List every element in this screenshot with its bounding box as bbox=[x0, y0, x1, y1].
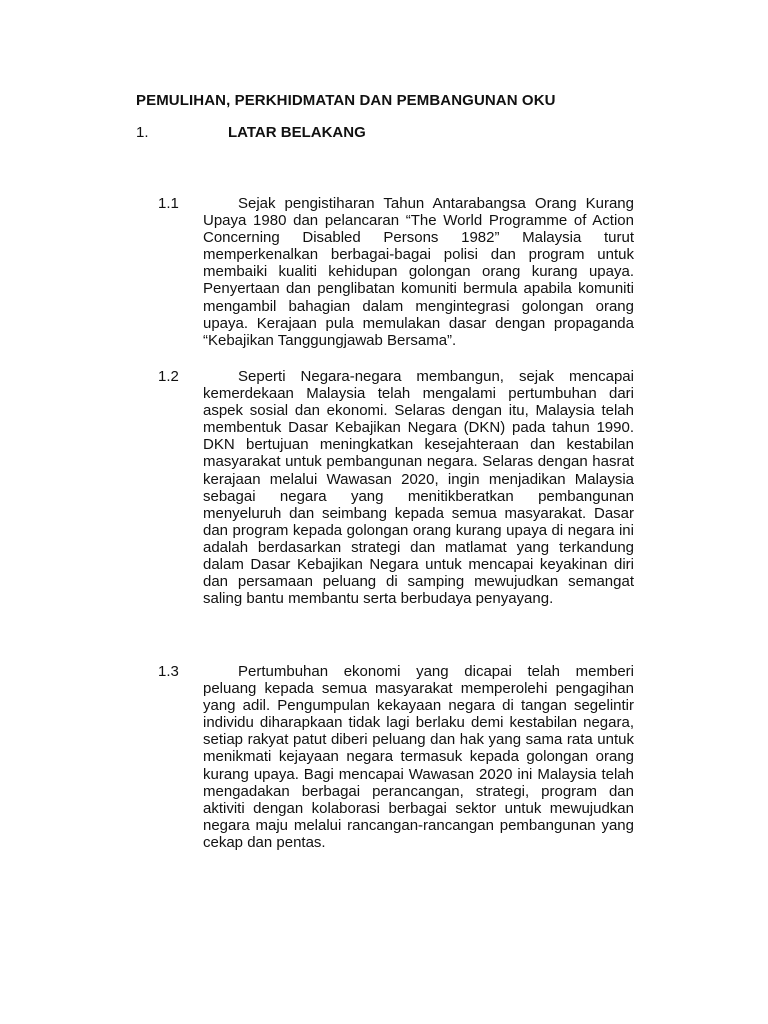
paragraph-number: 1.3 bbox=[158, 663, 179, 680]
paragraph-1-3 bbox=[158, 663, 634, 851]
document-title: PEMULIHAN, PERKHIDMATAN DAN PEMBANGUNAN OKU bbox=[136, 92, 556, 109]
section-number: 1. bbox=[136, 124, 149, 141]
paragraph-number: 1.1 bbox=[158, 195, 179, 212]
paragraph-text: Pertumbuhan ekonomi yang dicapai telah memberi peluang kepada semua masyarakat memperolehi pengagihan yang adil. Pengumpulan kekayaan negara di tangan segelintir individu diharapkaan tidak lagi berlaku demi kestabilan negara, setiap rakyat patut diberi peluang dan hak yang sama rata untuk menikmati kejayaan negara termasuk kepada golongan orang kurang upaya. Bagi mencapai Wawasan 2020 ini Malaysia telah mengadakan berbagai perancangan, strategi, program dan aktiviti dengan kolaborasi berbagai sektor untuk mewujudkan negara maju melalui rancangan-rancangan pembangunan yang cekap dan pentas. bbox=[203, 663, 634, 851]
paragraph-1-1 bbox=[158, 195, 634, 349]
paragraph-1-2 bbox=[158, 368, 634, 607]
paragraph-text: Sejak pengistiharan Tahun Antarabangsa Orang Kurang Upaya 1980 dan pelancaran “The World Programme of Action Concerning Disabled Persons 1982” Malaysia turut memperkenalkan berbagai-bagai polisi dan program untuk membaiki kualiti kehidupan golongan orang kurang upaya. Penyertaan dan penglibatan komuniti bermula apabila komuniti mengambil bahagian dalam mengintegrasi golongan orang upaya. Kerajaan pula memulakan dasar dengan propaganda “Kebajikan Tanggungjawab Bersama”. bbox=[203, 195, 634, 349]
paragraph-number: 1.2 bbox=[158, 368, 179, 385]
section-title: LATAR BELAKANG bbox=[228, 124, 366, 141]
paragraph-text: Seperti Negara-negara membangun, sejak mencapai kemerdekaan Malaysia telah mengalami pertumbuhan dari aspek sosial dan ekonomi. Selaras dengan itu, Malaysia telah membentuk Dasar Kebajikan Negara (DKN) pada tahun 1990. DKN bertujuan meningkatkan kesejahteraan dan kestabilan masyarakat untuk pembangunan negara. Selaras dengan hasrat kerajaan melalui Wawasan 2020, ingin menjadikan Malaysia sebagai negara yang menitikberatkan pembangunan menyeluruh dan seimbang kepada semua masyarakat. Dasar dan program kepada golongan orang kurang upaya di negara ini adalah berdasarkan strategi dan matlamat yang terkandung dalam Dasar Kebajikan Negara untuk mencapai keyakinan diri dan persamaan peluang di samping mewujudkan semangat saling bantu membantu serta berbudaya penyayang. bbox=[203, 368, 634, 608]
